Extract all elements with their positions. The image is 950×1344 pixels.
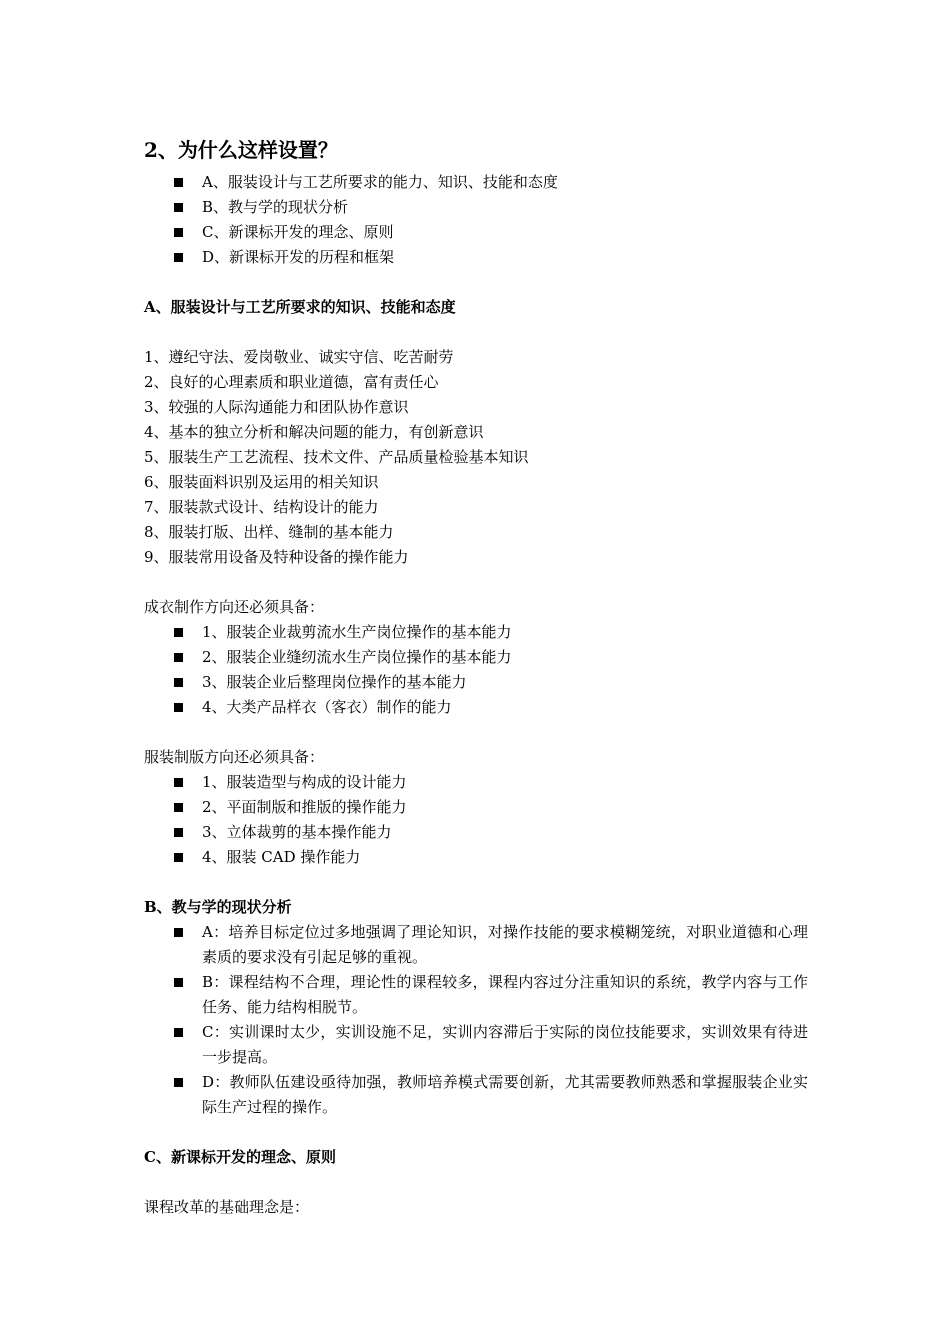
list-item: 1、服装造型与构成的设计能力: [144, 770, 808, 795]
list-item: 3、立体裁剪的基本操作能力: [144, 820, 808, 845]
spacer: [144, 270, 808, 295]
list-item: 4、服装 CAD 操作能力: [144, 845, 808, 870]
list-item: D、新课标开发的历程和框架: [144, 245, 808, 270]
spacer: [144, 870, 808, 895]
reasons-list: [144, 170, 808, 270]
list-item: 4、大类产品样衣（客衣）制作的能力: [144, 695, 808, 720]
list-item: 3、较强的人际沟通能力和团队协作意识: [144, 398, 409, 416]
list-item: C、新课标开发的理念、原则: [144, 220, 808, 245]
list-item: B：课程结构不合理，理论性的课程较多，课程内容过分注重知识的系统，教学内容与工作任务、能力结构相脱节。: [144, 970, 808, 1020]
section-a-heading: A、服装设计与工艺所要求的知识、技能和态度: [144, 298, 456, 316]
list-item: 1、服装企业裁剪流水生产岗位操作的基本能力: [144, 620, 808, 645]
garment-making-list: [144, 620, 808, 720]
pattern-making-intro: 服装制版方向还必须具备：: [144, 748, 325, 766]
page-title: 2、为什么这样设置？: [144, 138, 338, 162]
list-item: 2、平面制版和推版的操作能力: [144, 795, 808, 820]
pattern-making-list: [144, 770, 808, 870]
list-item: D：教师队伍建设亟待加强，教师培养模式需要创新，尤其需要教师熟悉和掌握服装企业实际生产过程的操作。: [144, 1070, 808, 1120]
spacer: [144, 570, 808, 595]
list-item: 2、服装企业缝纫流水生产岗位操作的基本能力: [144, 645, 808, 670]
section-a-items: [144, 345, 808, 570]
list-item: A、服装设计与工艺所要求的能力、知识、技能和态度: [144, 170, 808, 195]
spacer: [144, 320, 808, 345]
list-item: 9、服装常用设备及特种设备的操作能力: [144, 548, 409, 566]
list-item: 7、服装款式设计、结构设计的能力: [144, 498, 379, 516]
list-item: C：实训课时太少，实训设施不足，实训内容滞后于实际的岗位技能要求，实训效果有待进一步提高。: [144, 1020, 808, 1070]
section-b-list: [144, 920, 808, 1120]
spacer: [144, 1120, 808, 1145]
list-item: 3、服装企业后整理岗位操作的基本能力: [144, 670, 808, 695]
list-item: A：培养目标定位过多地强调了理论知识，对操作技能的要求模糊笼统，对职业道德和心理素质的要求没有引起足够的重视。: [144, 920, 808, 970]
list-item: 4、基本的独立分析和解决问题的能力，有创新意识: [144, 423, 484, 441]
spacer: [144, 720, 808, 745]
section-c-heading: C、新课标开发的理念、原则: [144, 1148, 336, 1166]
section-c-intro: 课程改革的基础理念是：: [144, 1198, 310, 1216]
list-item: 5、服装生产工艺流程、技术文件、产品质量检验基本知识: [144, 448, 529, 466]
list-item: 8、服装打版、出样、缝制的基本能力: [144, 523, 394, 541]
garment-making-intro: 成衣制作方向还必须具备：: [144, 598, 325, 616]
list-item: 1、遵纪守法、爱岗敬业、诚实守信、吃苦耐劳: [144, 348, 454, 366]
list-item: 2、良好的心理素质和职业道德，富有责任心: [144, 373, 439, 391]
list-item: 6、服装面料识别及运用的相关知识: [144, 473, 379, 491]
section-b-heading: B、教与学的现状分析: [144, 898, 292, 916]
list-item: B、教与学的现状分析: [144, 195, 808, 220]
document-content: [144, 134, 808, 1220]
spacer: [144, 1170, 808, 1195]
